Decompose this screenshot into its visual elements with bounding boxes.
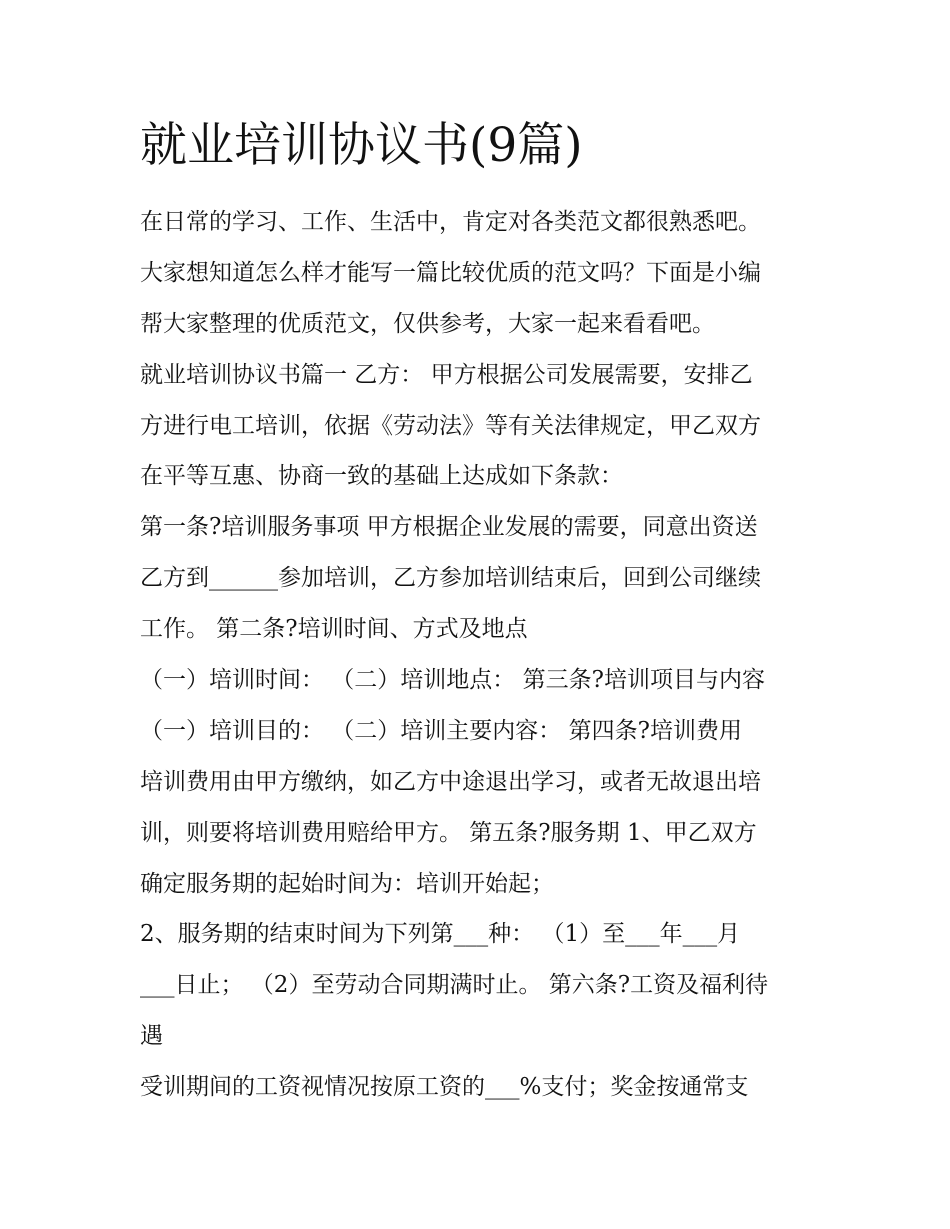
body-line: 在平等互惠、协商一致的基础上达成如下条款： [140, 463, 623, 490]
body-line: ___日止； （2）至劳动合同期满时止。 第六条?工资及福利待 [140, 972, 769, 999]
document-title: 就业培训协议书(9篇) [140, 118, 583, 173]
body-line: 2、服务期的结束时间为下列第___种： （1）至___年___月 [140, 921, 741, 948]
body-line: 遇 [140, 1023, 163, 1050]
body-line: 方进行电工培训，依据《劳动法》等有关法律规定，甲乙双方 [140, 412, 761, 439]
body-line: 就业培训协议书篇一 乙方： 甲方根据公司发展需要，安排乙 [140, 361, 753, 388]
body-line: 确定服务期的起始时间为：培训开始起； [140, 870, 554, 897]
body-line: 帮大家整理的优质范文，仅供参考，大家一起来看看吧。 [140, 310, 715, 337]
body-line: （一）培训时间： （二）培训地点： 第三条?培训项目与内容 [140, 667, 765, 694]
body-line: 训，则要将培训费用赔给甲方。 第五条?服务期 1、甲乙双方 [140, 819, 757, 846]
body-line: 乙方到______参加培训，乙方参加培训结束后，回到公司继续 [140, 565, 761, 592]
body-line: 培训费用由甲方缴纳，如乙方中途退出学习，或者无故退出培 [140, 768, 761, 795]
body-line: 在日常的学习、工作、生活中，肯定对各类范文都很熟悉吧。 [140, 209, 761, 235]
body-line: 大家想知道怎么样才能写一篇比较优质的范文吗？下面是小编 [140, 259, 761, 286]
body-line: 第一条?培训服务事项 甲方根据企业发展的需要，同意出资送 [140, 514, 758, 541]
body-line: （一）培训目的： （二）培训主要内容： 第四条?培训费用 [140, 717, 742, 744]
body-line: 工作。 第二条?培训时间、方式及地点 [140, 616, 528, 643]
body-line: 受训期间的工资视情况按原工资的___%支付；奖金按通常支 [140, 1074, 749, 1101]
document-body [140, 197, 820, 1113]
